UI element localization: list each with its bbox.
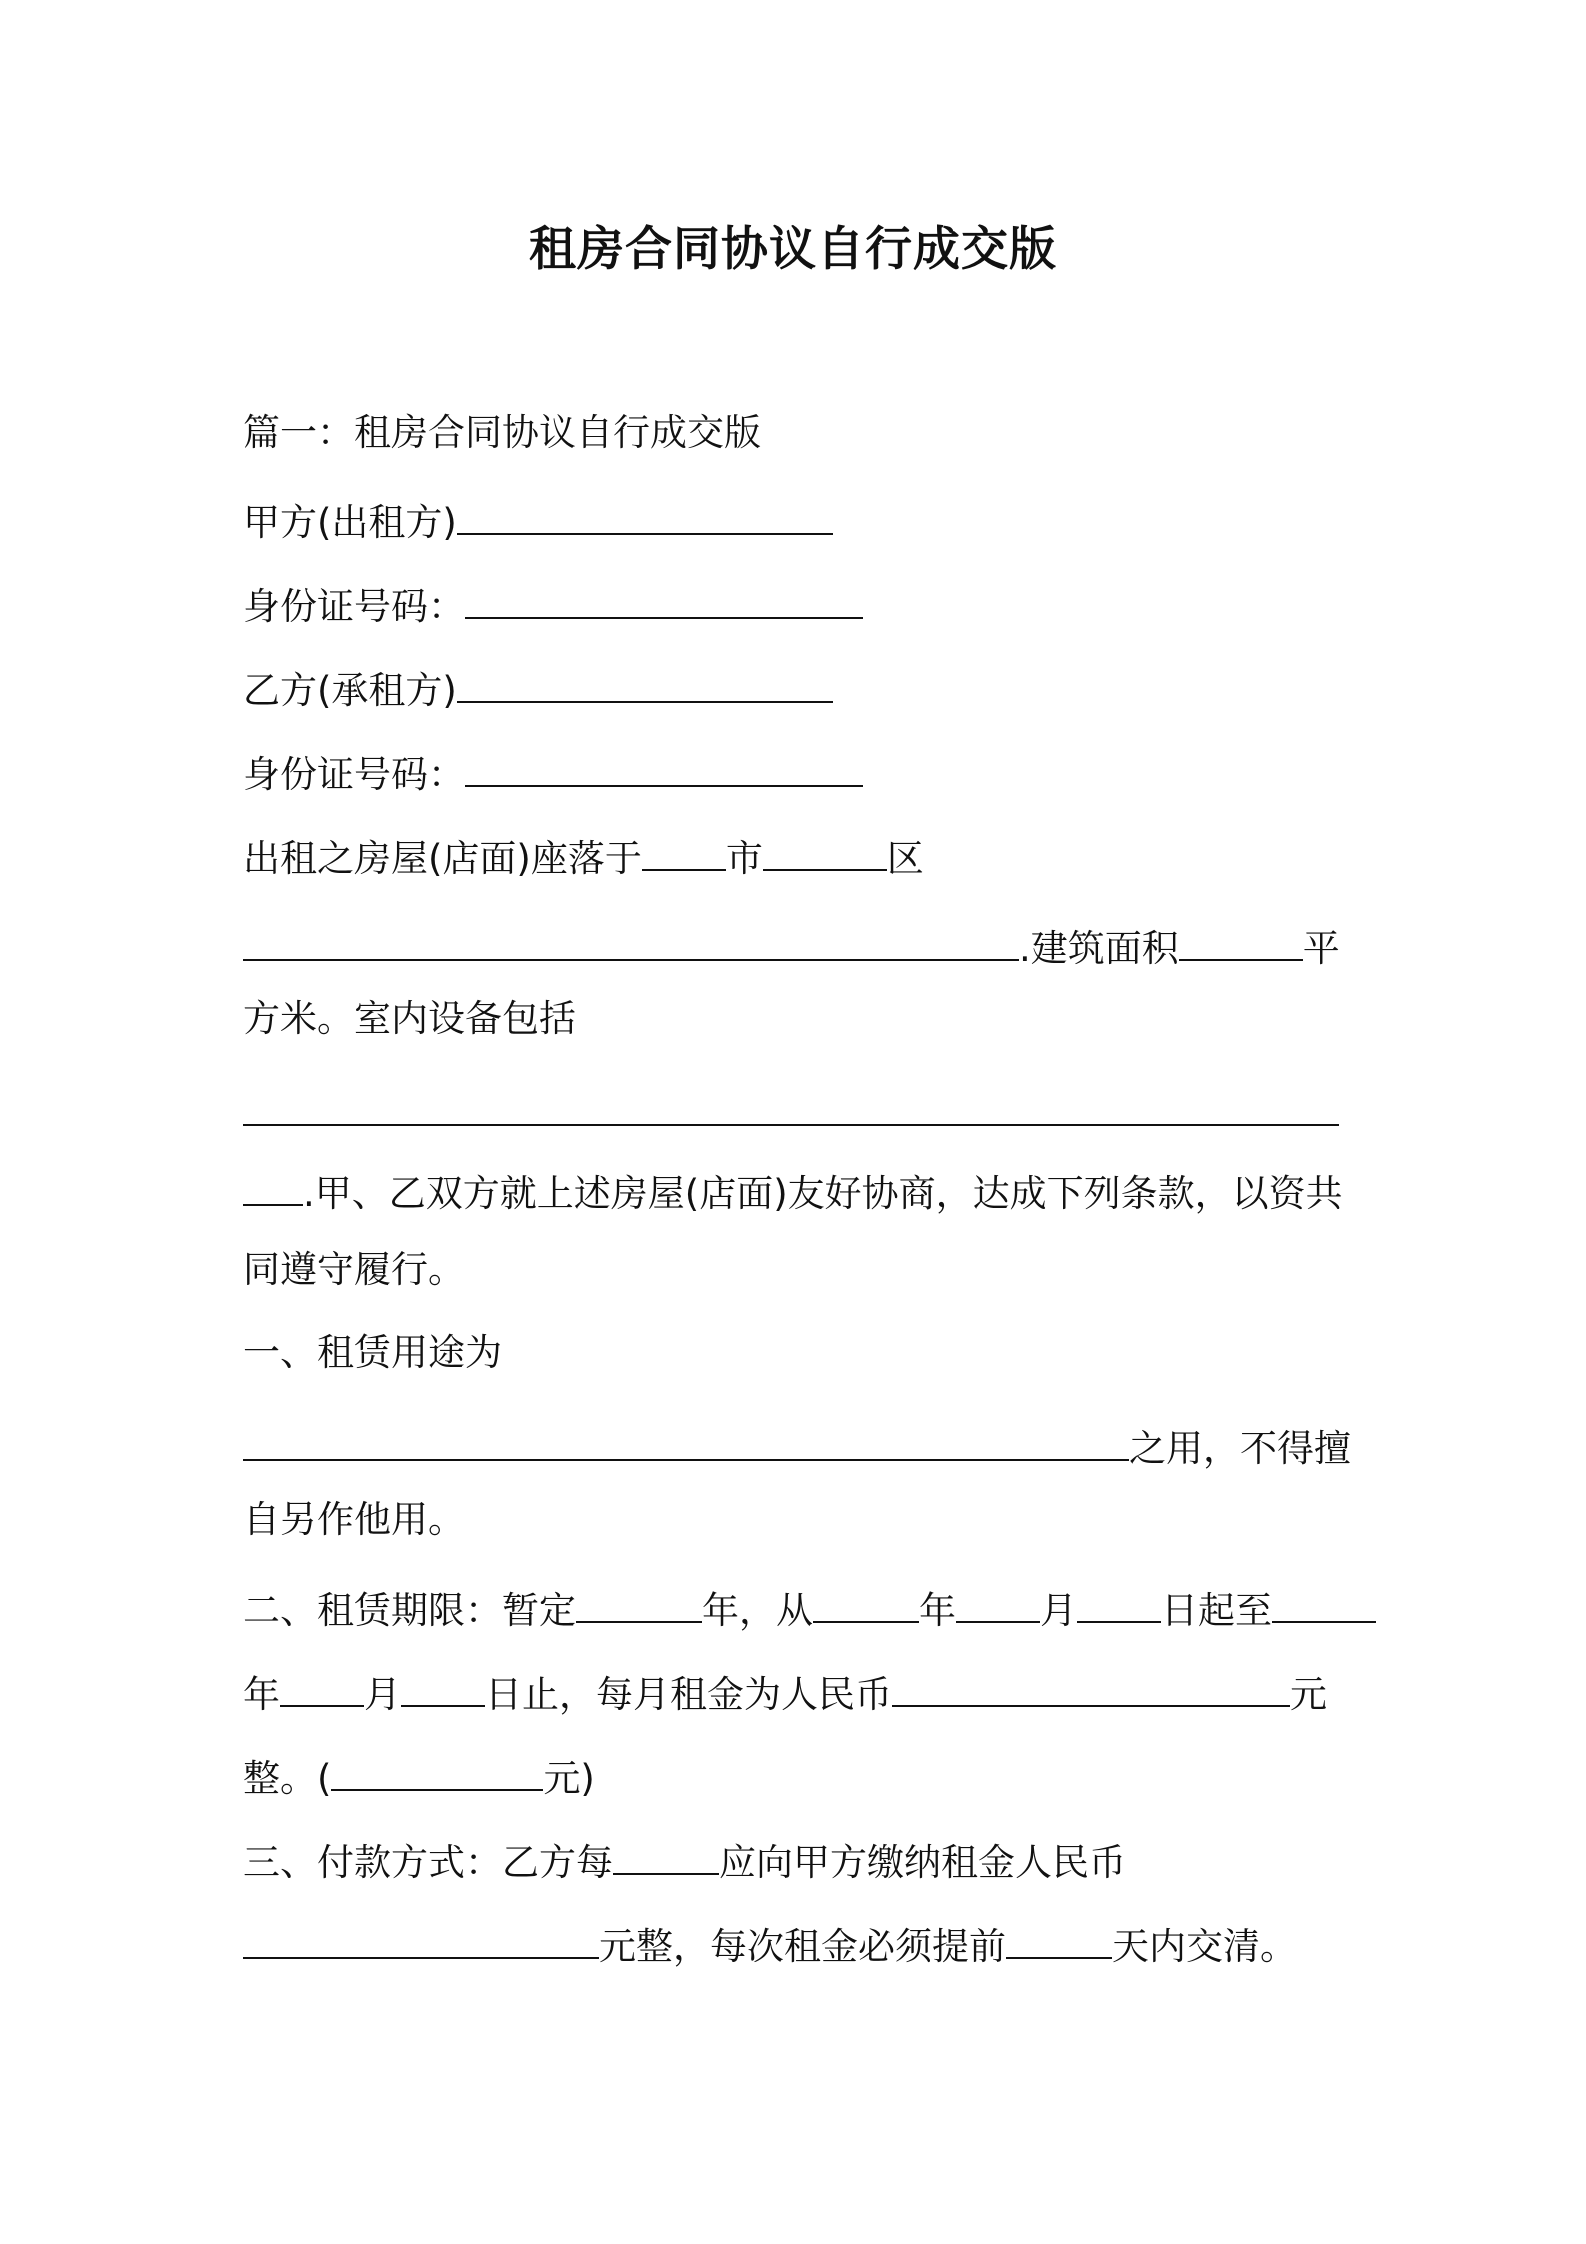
- equipment-line: [243, 1085, 1339, 1136]
- id-a-blank: [465, 578, 863, 619]
- section1-end: 自另作他用。: [243, 1498, 465, 1541]
- section3-line: [243, 1834, 1126, 1885]
- section3-mid: 应向甲方缴纳租金人民币: [719, 1840, 1126, 1884]
- day2-text: 日止，每月租金为人民币: [485, 1672, 892, 1716]
- id-a-label: 身份证号码：: [243, 584, 465, 628]
- section3-line2: 元整，每次租金必须提前: [599, 1924, 1006, 1968]
- rent-figure-blank: [331, 1750, 543, 1791]
- section2-line: [243, 1582, 1376, 1633]
- yuan1-text: 元: [1290, 1672, 1327, 1716]
- end-month-blank: [280, 1666, 364, 1707]
- day1-text: 日起至: [1161, 1588, 1272, 1632]
- location-city: 市: [725, 836, 763, 880]
- area-line: [243, 920, 1340, 971]
- location-district: 区: [886, 836, 924, 880]
- location-line: [243, 830, 924, 881]
- payment-period-blank: [613, 1834, 719, 1875]
- id-b-blank: [465, 746, 863, 787]
- whole1-text: 整。(: [243, 1756, 332, 1800]
- section1-title: 一、租赁用途为: [243, 1331, 502, 1374]
- month2-text: 月: [364, 1672, 401, 1716]
- party-a-label: 甲方(出租方): [243, 500, 457, 544]
- section2-rent-line: [243, 1666, 1327, 1717]
- agreement-line: [243, 1165, 1343, 1216]
- agreement-text: .甲、乙双方就上述房屋(店面)友好协商，达成下列条款，以资共: [303, 1171, 1343, 1215]
- start-year-blank: [813, 1582, 919, 1623]
- id-a-line: [243, 578, 863, 629]
- section1-title-line: [243, 1331, 502, 1375]
- id-b-label: 身份证号码：: [243, 752, 465, 796]
- area-unit-start: 平: [1302, 926, 1340, 970]
- area-label: .建筑面积: [1019, 926, 1179, 970]
- section1-use-line: [243, 1420, 1351, 1471]
- document-title: 租房合同协议自行成交版: [529, 222, 1057, 277]
- section2-prefix: 二、租赁期限：暂定: [243, 1588, 576, 1632]
- year3-text: 年: [243, 1672, 280, 1716]
- agreement-end-line: [243, 1248, 465, 1292]
- agreement-end: 同遵守履行。: [243, 1248, 465, 1291]
- section3-prefix: 三、付款方式：乙方每: [243, 1840, 613, 1884]
- advance-days-blank: [1006, 1918, 1112, 1959]
- location-prefix: 出租之房屋(店面)座落于: [243, 836, 642, 880]
- section1-end-line: [243, 1498, 465, 1542]
- start-day-blank: [1077, 1582, 1161, 1623]
- end-year-blank: [1272, 1582, 1376, 1623]
- party-a-blank: [457, 494, 833, 535]
- party-b-line: [243, 662, 833, 713]
- area-end-line: [243, 997, 576, 1041]
- id-b-line: [243, 746, 863, 797]
- yuan2-text: 元): [543, 1756, 595, 1800]
- month1-text: 月: [1040, 1588, 1077, 1632]
- payment-amount-blank: [243, 1918, 599, 1959]
- end-day-blank: [401, 1666, 485, 1707]
- section3-amount-line: [243, 1918, 1297, 1969]
- area-blank: [1179, 920, 1303, 961]
- term-years-blank: [576, 1582, 702, 1623]
- address-blank: [243, 920, 1019, 961]
- heading-line: [243, 411, 761, 455]
- section3-end: 天内交清。: [1112, 1924, 1297, 1968]
- monthly-rent-blank: [892, 1666, 1290, 1707]
- heading-text: 篇一：租房合同协议自行成交版: [243, 411, 761, 454]
- section2-amount-line: [243, 1750, 595, 1801]
- party-a-line: [243, 494, 833, 545]
- year1-text: 年，从: [702, 1588, 813, 1632]
- start-month-blank: [956, 1582, 1040, 1623]
- equipment-blank: [243, 1085, 1339, 1126]
- year2-text: 年: [919, 1588, 956, 1632]
- equipment-tail-blank: [243, 1165, 303, 1206]
- section1-suffix: 之用，不得擅: [1129, 1426, 1351, 1470]
- area-unit-end: 方米。室内设备包括: [243, 997, 576, 1040]
- party-b-blank: [457, 662, 833, 703]
- use-blank: [243, 1420, 1129, 1461]
- district-blank: [763, 830, 887, 871]
- city-blank: [642, 830, 726, 871]
- party-b-label: 乙方(承租方): [243, 668, 457, 712]
